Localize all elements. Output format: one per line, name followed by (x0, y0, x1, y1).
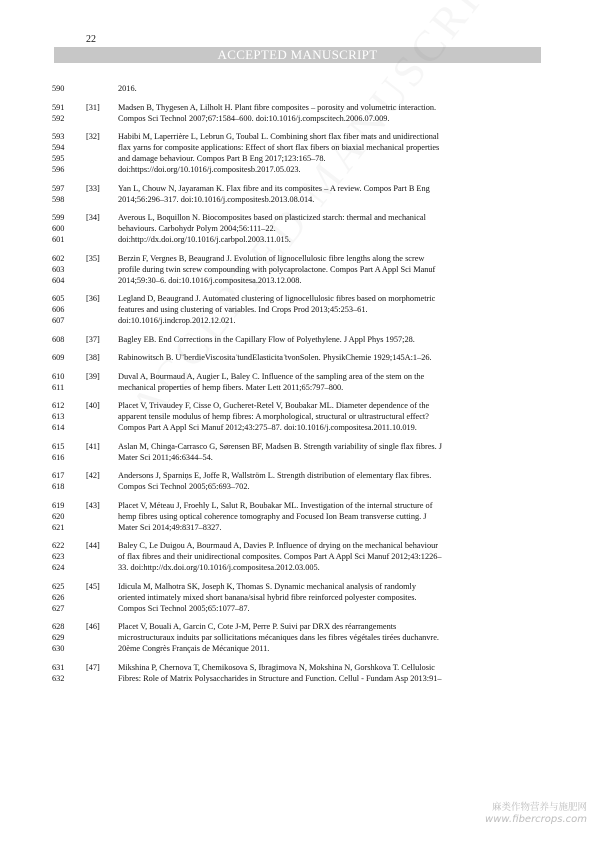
reference-number: [41] (86, 441, 100, 451)
reference-text: Averous L, Boquillon N. Biocomposites based on plasticized starch: thermal and mechanical (118, 213, 426, 222)
reference-number: [43] (86, 500, 100, 510)
reference-line (0, 592, 595, 603)
reference-line (0, 411, 595, 422)
line-number: 601 (52, 235, 65, 244)
line-number: 596 (52, 165, 65, 174)
reference-text: Placet V, Trivaudey F, Cisse O, Gucheret-Retel V, Boubakar ML. Diameter dependence of the (118, 401, 430, 410)
reference-text: Fibres: Role of Matrix Polysaccharides in Structure and Function. Cellul - Fundam Asp 2013:91– (118, 673, 442, 683)
reference-text: Andersons J, Sparniņs E, Joffe R, Wallström L. Strength distribution of elementary flax fibres. (118, 471, 432, 480)
reference-text: profile during twin screw compounding with polycaprolactone. Compos Part A Appl Sci Manuf (118, 264, 436, 274)
line-number: 600 (52, 224, 65, 233)
reference-number: [36] (86, 294, 100, 303)
reference-text: doi:http://dx.doi.org/10.1016/j.carbpol.2003.11.015. (118, 235, 291, 244)
line-number: 612 (52, 401, 65, 410)
reference-number: [39] (86, 371, 100, 381)
reference-line (0, 253, 595, 264)
reference-line (0, 183, 595, 194)
reference-text: Placet V, Méteau J, Froehly L, Salut R, Boubakar ML. Investigation of the internal structure of (118, 500, 433, 510)
line-number: 595 (52, 154, 65, 163)
reference-line (0, 551, 595, 562)
reference-line (0, 194, 595, 205)
reference-text: and damage behaviour. Compos Part B Eng 2017;123:165–78. (118, 154, 326, 163)
reference-text: Duval A, Bourmaud A, Augier L, Baley C. Influence of the sampling area of the stem on the (118, 371, 425, 381)
reference-line (0, 102, 595, 113)
reference-line (0, 452, 595, 463)
reference-text: Mater Sci 2011;46:6344–54. (118, 452, 213, 462)
reference-line (0, 382, 595, 393)
reference-line (0, 212, 595, 223)
reference-entry (0, 212, 595, 245)
reference-entry (0, 83, 595, 94)
line-number: 616 (52, 452, 65, 462)
line-number: 609 (52, 353, 65, 362)
reference-line (0, 522, 595, 533)
reference-line (0, 293, 595, 304)
reference-line (0, 632, 595, 643)
reference-text: doi:10.1016/j.indcrop.2012.12.021. (118, 316, 236, 325)
line-number: 621 (52, 522, 65, 532)
line-number: 594 (52, 143, 65, 152)
line-number: 592 (52, 113, 65, 123)
reference-line (0, 223, 595, 234)
line-number: 602 (52, 253, 65, 263)
line-number: 627 (52, 603, 65, 613)
line-number: 624 (52, 563, 65, 572)
reference-line (0, 562, 595, 573)
line-number: 603 (52, 264, 65, 274)
reference-entry (0, 352, 595, 363)
reference-line (0, 673, 595, 684)
reference-line (0, 131, 595, 142)
reference-line (0, 113, 595, 124)
reference-entry (0, 400, 595, 433)
reference-number: [38] (86, 353, 100, 362)
reference-text: Mikshina P, Chernova T, Chemikosova S, Ibragimova N, Mokshina N, Gorshkova T. Cellulosic (118, 662, 435, 672)
reference-number: [37] (86, 334, 100, 344)
reference-line (0, 234, 595, 245)
reference-text: 20ème Congrès Français de Mécanique 2011. (118, 644, 270, 653)
reference-entry (0, 183, 595, 205)
line-number: 628 (52, 622, 65, 631)
reference-number: [42] (86, 471, 100, 480)
line-number: 599 (52, 213, 65, 222)
reference-text: Bagley EB. End Corrections in the Capillary Flow of Polyethylene. J Appl Phys 1957;28. (118, 334, 415, 344)
reference-line (0, 511, 595, 522)
page-number: 22 (86, 34, 96, 45)
reference-text: Aslan M, Chinga-Carrasco G, Sørensen BF, Madsen B. Strength variability of single flax fibres. J (118, 441, 443, 451)
footer-logo (485, 802, 587, 826)
reference-entry (0, 581, 595, 614)
reference-text: Mater Sci 2014;49:8317–8327. (118, 522, 222, 532)
reference-line (0, 470, 595, 481)
accepted-manuscript-banner: ACCEPTED MANUSCRIPT (54, 47, 541, 63)
line-number: 604 (52, 275, 65, 285)
reference-text: Compos Sci Technol 2005;65:693–702. (118, 482, 250, 491)
reference-text: of flax fibres and their unidirectional composites. Compos Part A Appl Sci Manuf 2012;43:1226– (118, 552, 442, 561)
reference-number: [35] (86, 253, 100, 263)
reference-entry (0, 540, 595, 573)
reference-line (0, 153, 595, 164)
reference-text: Rabinowitsch B. U¨berdieViscosita ̈tundElasticita ̈tvonSolen. PhysikChemie 1929;145A:1–26. (118, 353, 432, 362)
reference-text: 33. doi:http://dx.doi.org/10.1016/j.compositesa.2012.03.005. (118, 563, 320, 572)
reference-entry (0, 371, 595, 393)
reference-text: Habibi M, Laperrière L, Lebrun G, Toubal L. Combining short flax fiber mats and unidirectional (118, 132, 439, 141)
reference-line (0, 164, 595, 175)
line-number: 620 (52, 511, 65, 521)
reference-entry (0, 441, 595, 463)
reference-text: Berzin F, Vergnes B, Beaugrand J. Evolution of lignocellulosic fibre lengths along the screw (118, 253, 425, 263)
reference-number: [33] (86, 183, 100, 193)
reference-text: 2014;56:296–317. doi:10.1016/j.compositesb.2013.08.014. (118, 194, 315, 204)
line-number: 610 (52, 371, 65, 381)
reference-text: Compos Part A Appl Sci Manuf 2012;43:275–87. doi:10.1016/j.compositesa.2011.10.019. (118, 423, 417, 432)
line-number: 597 (52, 183, 65, 193)
line-number: 615 (52, 441, 65, 451)
line-number: 622 (52, 541, 65, 550)
line-number: 607 (52, 316, 65, 325)
reference-text: behaviours. Carbohydr Polym 2004;56:111–22. (118, 224, 276, 233)
reference-line (0, 662, 595, 673)
reference-number: [32] (86, 132, 100, 141)
reference-number: [47] (86, 662, 100, 672)
line-number: 619 (52, 500, 65, 510)
reference-entry (0, 131, 595, 175)
line-number: 590 (52, 84, 65, 93)
reference-line (0, 315, 595, 326)
reference-entry (0, 500, 595, 533)
line-number: 598 (52, 194, 65, 204)
reference-entry (0, 102, 595, 124)
reference-line (0, 500, 595, 511)
reference-line (0, 603, 595, 614)
line-number: 623 (52, 552, 65, 561)
reference-line (0, 422, 595, 433)
reference-text: apparent tensile modulus of hemp fibres: A morphological, structural or ultrastructural effect? (118, 412, 429, 421)
line-number: 613 (52, 412, 65, 421)
reference-text: Baley C, Le Duigou A, Bourmaud A, Davies P. Influence of drying on the mechanical behaviour (118, 541, 439, 550)
reference-line (0, 400, 595, 411)
reference-text: oriented intimately mixed short banana/sisal hybrid fibre reinforced polyester composites. (118, 592, 417, 602)
reference-text: Compos Sci Technol 2005;65:1077–87. (118, 603, 250, 613)
reference-text: hemp fibres using optical coherence tomography and Focused Ion Beam transverse cutting. J (118, 511, 427, 521)
reference-text: features and using clustering of variables. Ind Crops Prod 2013;45:253–61. (118, 305, 368, 314)
line-number: 606 (52, 305, 65, 314)
reference-entry (0, 621, 595, 654)
reference-text: Compos Sci Technol 2007;67:1584–600. doi:10.1016/j.compscitech.2006.07.009. (118, 113, 390, 123)
line-number: 625 (52, 581, 65, 591)
reference-entry (0, 334, 595, 345)
line-number: 614 (52, 423, 65, 432)
reference-text: 2016. (118, 84, 137, 93)
reference-entry (0, 470, 595, 492)
footer-chinese-text: 麻类作物营养与施肥网 (491, 802, 587, 813)
reference-text: Idicula M, Malhotra SK, Joseph K, Thomas S. Dynamic mechanical analysis of randomly (118, 581, 417, 591)
reference-number: [44] (86, 541, 100, 550)
reference-line (0, 275, 595, 286)
reference-text: flax yarns for composite applications: Effect of short flax fibers on biaxial mechanical properties (118, 143, 440, 152)
reference-text: doi:https://doi.org/10.1016/j.compositesb.2017.05.023. (118, 165, 301, 174)
reference-text: 2014;59:30–6. doi:10.1016/j.compositesa.2013.12.008. (118, 275, 302, 285)
reference-line (0, 643, 595, 654)
reference-line (0, 83, 595, 94)
line-number: 632 (52, 673, 65, 683)
line-number: 630 (52, 644, 65, 653)
line-number: 617 (52, 471, 65, 480)
reference-entry (0, 662, 595, 684)
reference-number: [45] (86, 581, 100, 591)
reference-text: mechanical properties of hemp fibers. Mater Lett 2011;65:797–800. (118, 382, 344, 392)
reference-number: [40] (86, 401, 100, 410)
line-number: 618 (52, 482, 65, 491)
footer-url: www.fibercrops.com (485, 814, 587, 825)
reference-line (0, 581, 595, 592)
reference-text: Madsen B, Thygesen A, Lilholt H. Plant fibre composites – porosity and volumetric interaction. (118, 102, 437, 112)
reference-text: microstructuraux induits par sollicitations mécaniques dans les fibres végétales tirées duchanvre. (118, 633, 439, 642)
line-number: 605 (52, 294, 65, 303)
line-number: 591 (52, 102, 65, 112)
reference-list (0, 83, 595, 691)
reference-number: [31] (86, 102, 100, 112)
line-number: 593 (52, 132, 65, 141)
reference-line (0, 481, 595, 492)
reference-line (0, 334, 595, 345)
line-number: 608 (52, 334, 65, 344)
reference-text: Yan L, Chouw N, Jayaraman K. Flax fibre and its composites – A review. Compos Part B Eng (118, 183, 430, 193)
reference-text: Placet V, Bouali A, Garcin C, Cote J-M, Perre P. Suivi par DRX des réarrangements (118, 622, 397, 631)
reference-line (0, 264, 595, 275)
reference-text: Legland D, Beaugrand J. Automated clustering of lignocellulosic fibres based on morphometric (118, 294, 436, 303)
reference-entry (0, 293, 595, 326)
line-number: 626 (52, 592, 65, 602)
line-number: 629 (52, 633, 65, 642)
reference-line (0, 371, 595, 382)
reference-number: [46] (86, 622, 100, 631)
reference-line (0, 540, 595, 551)
reference-line (0, 621, 595, 632)
line-number: 631 (52, 662, 65, 672)
reference-line (0, 441, 595, 452)
reference-line (0, 142, 595, 153)
reference-line (0, 352, 595, 363)
reference-line (0, 304, 595, 315)
reference-number: [34] (86, 213, 100, 222)
line-number: 611 (52, 382, 65, 392)
reference-entry (0, 253, 595, 286)
